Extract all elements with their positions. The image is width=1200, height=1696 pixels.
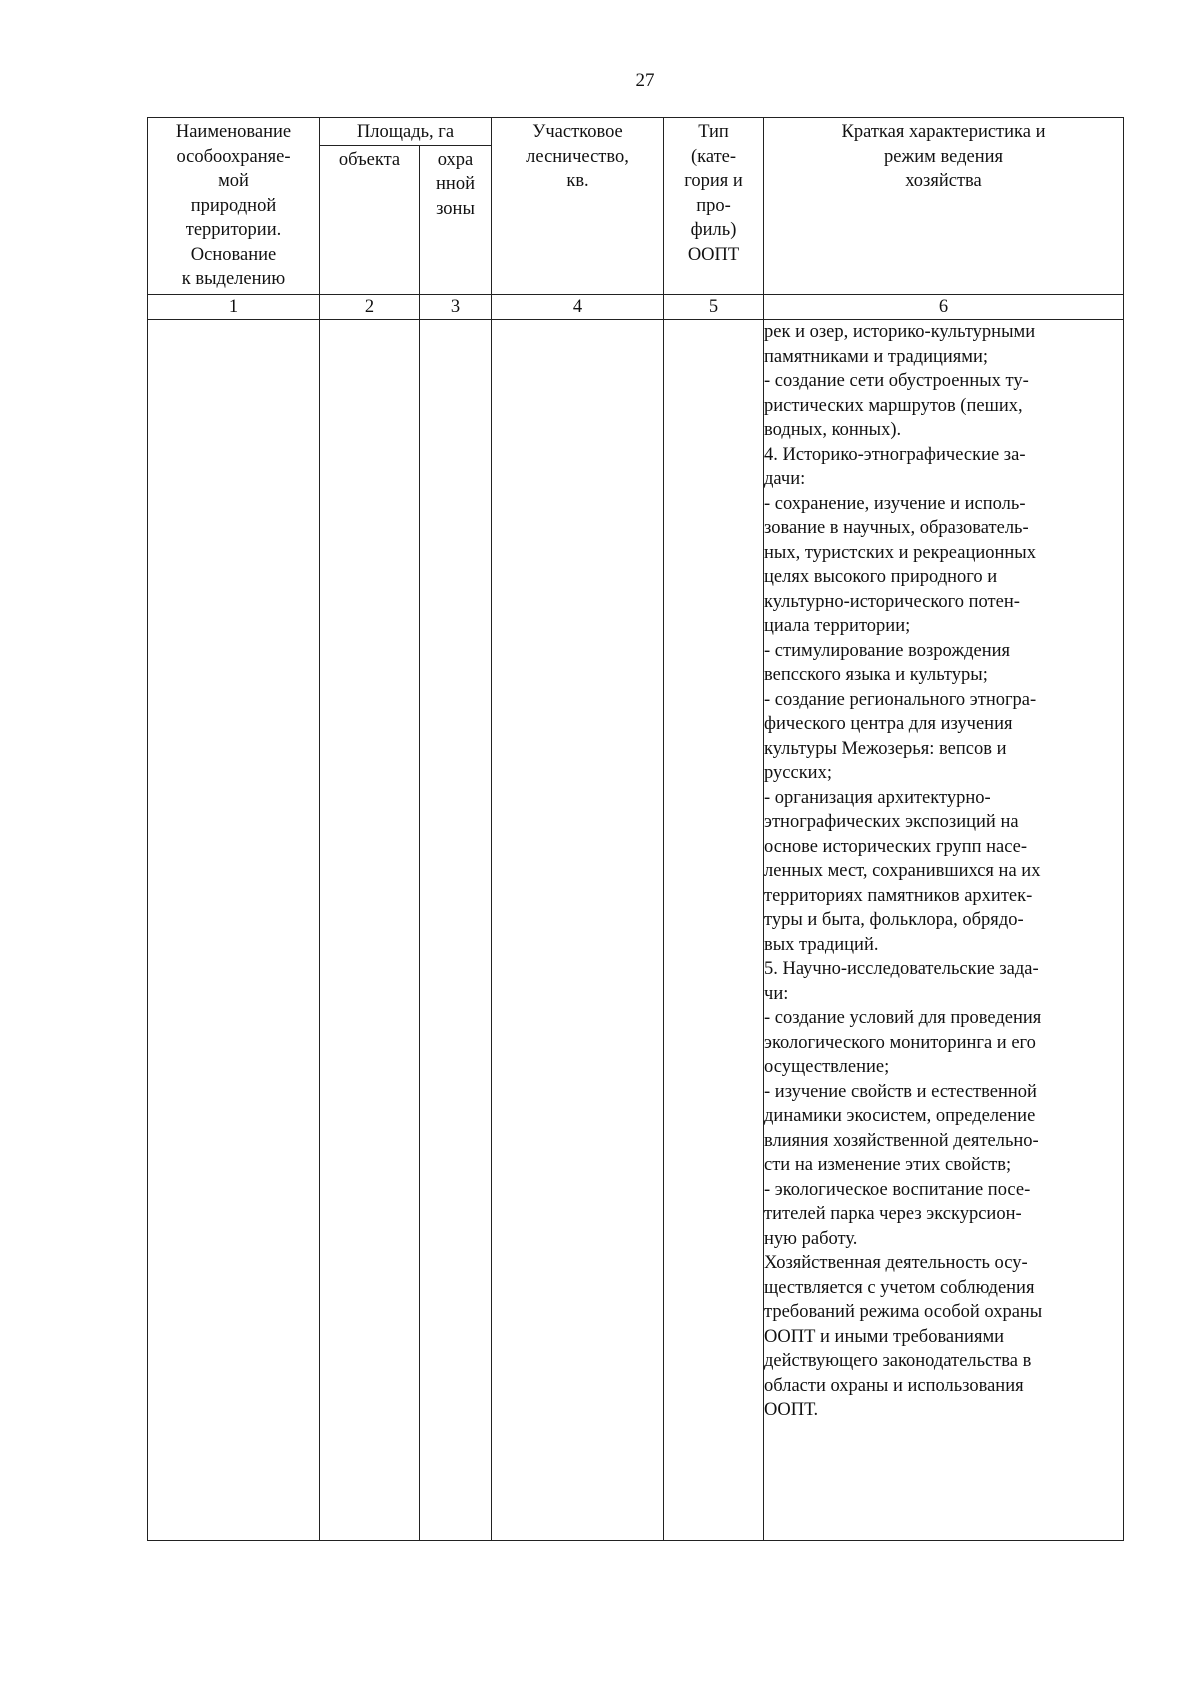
description-line: памятниками и традициями; — [764, 346, 989, 367]
description-line: культуры Межозерья: вепсов и — [764, 738, 1007, 759]
description-line: территориях памятников архитек- — [764, 885, 1033, 906]
header-forestry: Участковое лесничество, кв. — [492, 118, 664, 295]
description-line: ных, туристских и рекреационных — [764, 542, 1036, 563]
column-number: 1 — [148, 294, 320, 320]
description-line: вых традиций. — [764, 934, 879, 955]
description-line: - сохранение, изучение и исполь- — [764, 493, 1026, 514]
description-line: русских; — [764, 763, 832, 783]
description-line: циала территории; — [764, 616, 911, 636]
description-line: динамики экосистем, определение — [764, 1106, 1036, 1126]
description-line: вепсского языка и культуры; — [764, 665, 988, 685]
description-line: - стимулирование возрождения — [764, 640, 1011, 661]
header-description: Краткая характеристика и режим ведения хозяйства — [764, 118, 1124, 295]
header-row — [148, 118, 1124, 146]
cell-type — [664, 320, 764, 1541]
description-line: - экологическое воспитание посе- — [764, 1179, 1031, 1200]
description-line: ществляется с учетом соблюдения — [764, 1277, 1035, 1298]
description-line: - создание условий для проведения — [764, 1008, 1042, 1028]
header-area-object: объекта — [320, 145, 420, 294]
description-line: влияния хозяйственной деятельно- — [764, 1130, 1039, 1151]
description-line: ристических маршрутов (пеших, — [764, 395, 1023, 416]
cell-name — [148, 320, 320, 1541]
cell-area-zone — [420, 320, 492, 1541]
description-line: осуществление; — [764, 1057, 890, 1077]
description-line: чи: — [764, 983, 789, 1004]
description-line: зование в научных, образователь- — [764, 518, 1029, 538]
description-line: сти на изменение этих свойств; — [764, 1155, 1012, 1175]
column-number: 6 — [764, 294, 1124, 320]
description-line: туры и быта, фольклора, обрядо- — [764, 910, 1024, 930]
description-text — [764, 320, 1123, 1423]
description-line: ООПТ. — [764, 1400, 819, 1420]
description-line: этнографических экспозиций на — [764, 812, 1019, 832]
description-line: требований режима особой охраны — [764, 1302, 1043, 1322]
description-line: ленных мест, сохранившихся на их — [764, 861, 1041, 881]
description-line: экологического мониторинга и его — [764, 1032, 1036, 1053]
column-number: 3 — [420, 294, 492, 320]
column-number: 2 — [320, 294, 420, 320]
description-line: ООПТ и иными требованиями — [764, 1326, 1005, 1347]
page-number: 27 — [635, 70, 655, 91]
cell-area-object — [320, 320, 420, 1541]
header-area-zone: охра нной зоны — [420, 145, 492, 294]
description-line: целях высокого природного и — [764, 567, 998, 587]
description-line: - создание сети обустроенных ту- — [764, 371, 1029, 391]
description-line: 5. Научно-исследовательские зада- — [764, 959, 1039, 979]
description-line: дачи: — [764, 469, 806, 489]
header-name: Наименование особоохраняе- мой природной территории. Основание к выделению — [148, 118, 320, 295]
description-line: основе исторических групп насе- — [764, 836, 1028, 857]
description-line: водных, конных). — [764, 420, 902, 440]
description-line: - создание регионального этногра- — [764, 689, 1037, 710]
column-number-row — [148, 294, 1124, 320]
description-line: ную работу. — [764, 1228, 858, 1249]
column-number: 4 — [492, 294, 664, 320]
description-line: - изучение свойств и естественной — [764, 1081, 1037, 1102]
description-line: культурно-исторического потен- — [764, 591, 1020, 612]
header-type: Тип (кате- гория и про- филь) ООПТ — [664, 118, 764, 295]
description-line: тителей парка через экскурсион- — [764, 1204, 1022, 1224]
header-area: Площадь, га — [320, 118, 492, 146]
cell-forestry — [492, 320, 664, 1541]
table-row — [148, 320, 1124, 1541]
oopt-table — [147, 117, 1124, 1541]
cell-description — [764, 320, 1124, 1541]
column-number: 5 — [664, 294, 764, 320]
description-line: действующего законодательства в — [764, 1351, 1032, 1371]
description-line: - организация архитектурно- — [764, 787, 991, 808]
description-line: фического центра для изучения — [764, 714, 1013, 734]
description-line: 4. Историко-этнографические за- — [764, 444, 1026, 465]
description-line: области охраны и использования — [764, 1375, 1024, 1396]
description-line: рек и озер, историко-культурными — [764, 322, 1036, 342]
description-line: Хозяйственная деятельность осу- — [764, 1253, 1028, 1273]
